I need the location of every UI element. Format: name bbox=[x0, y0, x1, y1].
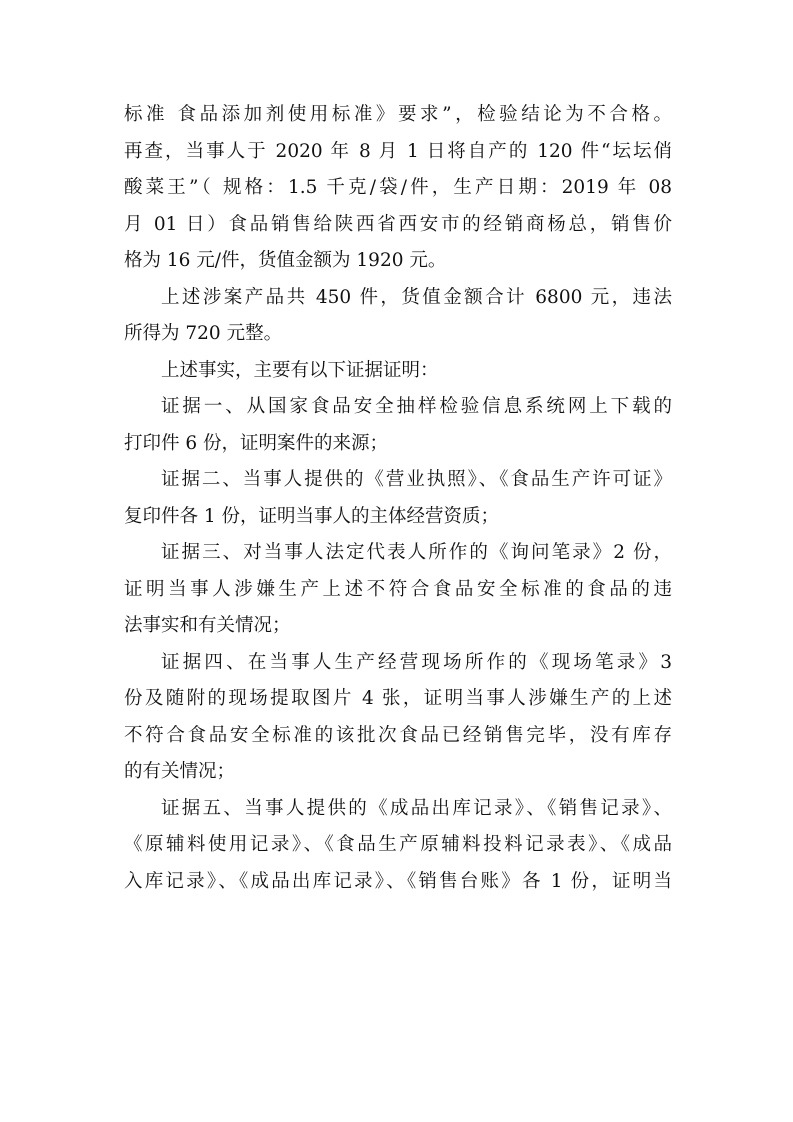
text-line: 酸菜王”（ 规格：1.5 千克/袋/件，生产日期：2019 年 08 bbox=[124, 177, 672, 198]
text-line: 证据二、当事人提供的《营业执照》、《食品生产许可证》 bbox=[161, 469, 672, 490]
text-line: 的有关情况； bbox=[124, 761, 236, 782]
text-line: 上述涉案产品共 450 件，货值金额合计 6800 元，违法 bbox=[161, 286, 672, 308]
text-line: 所得为 720 元整。 bbox=[124, 323, 283, 344]
text-line: 上述事实，主要有以下证据证明： bbox=[161, 359, 439, 381]
document-body bbox=[124, 97, 672, 900]
text-line: 入库记录》、《成品出库记录》、《销售台账》各 1 份，证明当 bbox=[124, 870, 672, 892]
text-line: 证明当事人涉嫌生产上述不符合食品安全标准的食品的违 bbox=[124, 578, 672, 600]
text-line: 份及随附的现场提取图片 4 张，证明当事人涉嫌生产的上述 bbox=[124, 688, 672, 709]
text-line: 复印件各 1 份，证明当事人的主体经营资质； bbox=[124, 505, 500, 527]
text-line: 证据四、在当事人生产经营现场所作的《现场笔录》3 bbox=[161, 651, 672, 673]
text-line: 证据三、对当事人法定代表人所作的《询问笔录》2 份， bbox=[161, 542, 672, 563]
text-line: 标准 食品添加剂使用标准》要求”，检验结论为不合格。 bbox=[124, 104, 672, 125]
text-line: 月 01 日）食品销售给陕西省西安市的经销商杨总，销售价 bbox=[124, 213, 672, 235]
text-line: 不符合食品安全标准的该批次食品已经销售完毕，没有库存 bbox=[124, 724, 672, 746]
text-line: 打印件 6 份，证明案件的来源； bbox=[124, 432, 389, 454]
text-line: 法事实和有关情况； bbox=[124, 615, 291, 636]
text-line: 《原辅料使用记录》、《食品生产原辅料投料记录表》、《成品 bbox=[124, 834, 672, 855]
text-line: 格为 16 元/件，货值金额为 1920 元。 bbox=[124, 250, 447, 271]
text-line: 再查，当事人于 2020 年 8 月 1 日将自产的 120 件“坛坛俏 bbox=[124, 140, 672, 162]
text-line: 证据五、当事人提供的《成品出库记录》、《销售记录》、 bbox=[161, 797, 672, 819]
text-line: 证据一、从国家食品安全抽样检验信息系统网上下载的 bbox=[161, 396, 672, 417]
